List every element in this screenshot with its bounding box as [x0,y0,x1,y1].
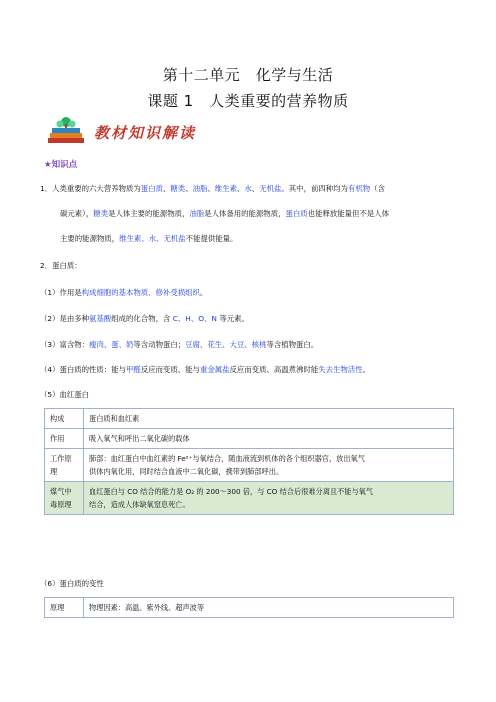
p2-item4: （4）蛋白质的性质：能与甲醛反应而变质、能与重金属盐反应而变质、高温煮沸时能失去生物活性。 [40,365,370,374]
table-row [45,429,454,449]
knowledge-heading: ★知识点 [44,160,78,170]
section-banner [44,116,224,148]
p1-line2: 碳元素），糖类是人体主要的能源物质，油脂是人体备用的能源物质，蛋白质也能释放能量但不是人体 [60,209,389,218]
p2-head: 2．蛋白质： [40,261,82,270]
table-row [45,409,454,429]
row-content: 血红蛋白与 CO 结合的能力是 O₂ 的 200～300 倍，与 CO 结合后很难分离且不能与氧气 结合，造成人体缺氧窒息死亡。 [84,482,454,515]
p1-line3: 主要的能源物质，维生素、水、无机盐不能提供能量。 [60,234,238,243]
lesson-title: 课题 1 人类重要的营养物质 [147,92,349,110]
p2-item6: （6）蛋白质的变性 [40,579,104,588]
p2-item2: （2）是由多种氨基酸组成的化合物，含 C、H、O、N 等元素。 [40,314,249,323]
table-row [45,449,454,482]
table-row [45,482,454,515]
denaturation-table [44,597,454,618]
row-header: 构成 [45,409,84,429]
row-header: 原理 [45,598,84,618]
p1-line1: 1．人类重要的六大营养物质为蛋白质、糖类、油脂、维生素、水、无机盐。其中，前四种均为有机物（含 [40,184,385,193]
row-content: 肺部：血红蛋白中血红素的 Fe²⁺与氧结合，随血液流到机体的各个组织器官，放出氧气 供体内氧化用，同时结合血液中二氧化碳，携带到肺部呼出。 [84,449,454,482]
row-content: 蛋白质和血红素 [84,409,454,429]
p2-item1: （1）作用是构成细胞的基本物质、修补受损组织。 [40,288,208,297]
row-header: 煤气中毒原理 [45,482,84,515]
row-header: 作用 [45,429,84,449]
p2-item3: （3）富含物：瘦肉、蛋、奶等含动物蛋白；豆腐、花生、大豆、核桃等含植物蛋白。 [40,340,319,349]
books-plant-icon [44,116,90,148]
p2-item5: （5）血红蛋白 [40,390,90,399]
unit-title: 第十二单元 化学与生活 [162,66,334,84]
banner-text: 教材知识解读 [94,124,197,142]
row-content: 吸入氧气和呼出二氧化碳的载体 [84,429,454,449]
row-header: 工作原理 [45,449,84,482]
table-row [45,598,454,618]
row-content: 物理因素：高温、紫外线、超声波等 [84,598,454,618]
hemoglobin-table [44,408,454,515]
